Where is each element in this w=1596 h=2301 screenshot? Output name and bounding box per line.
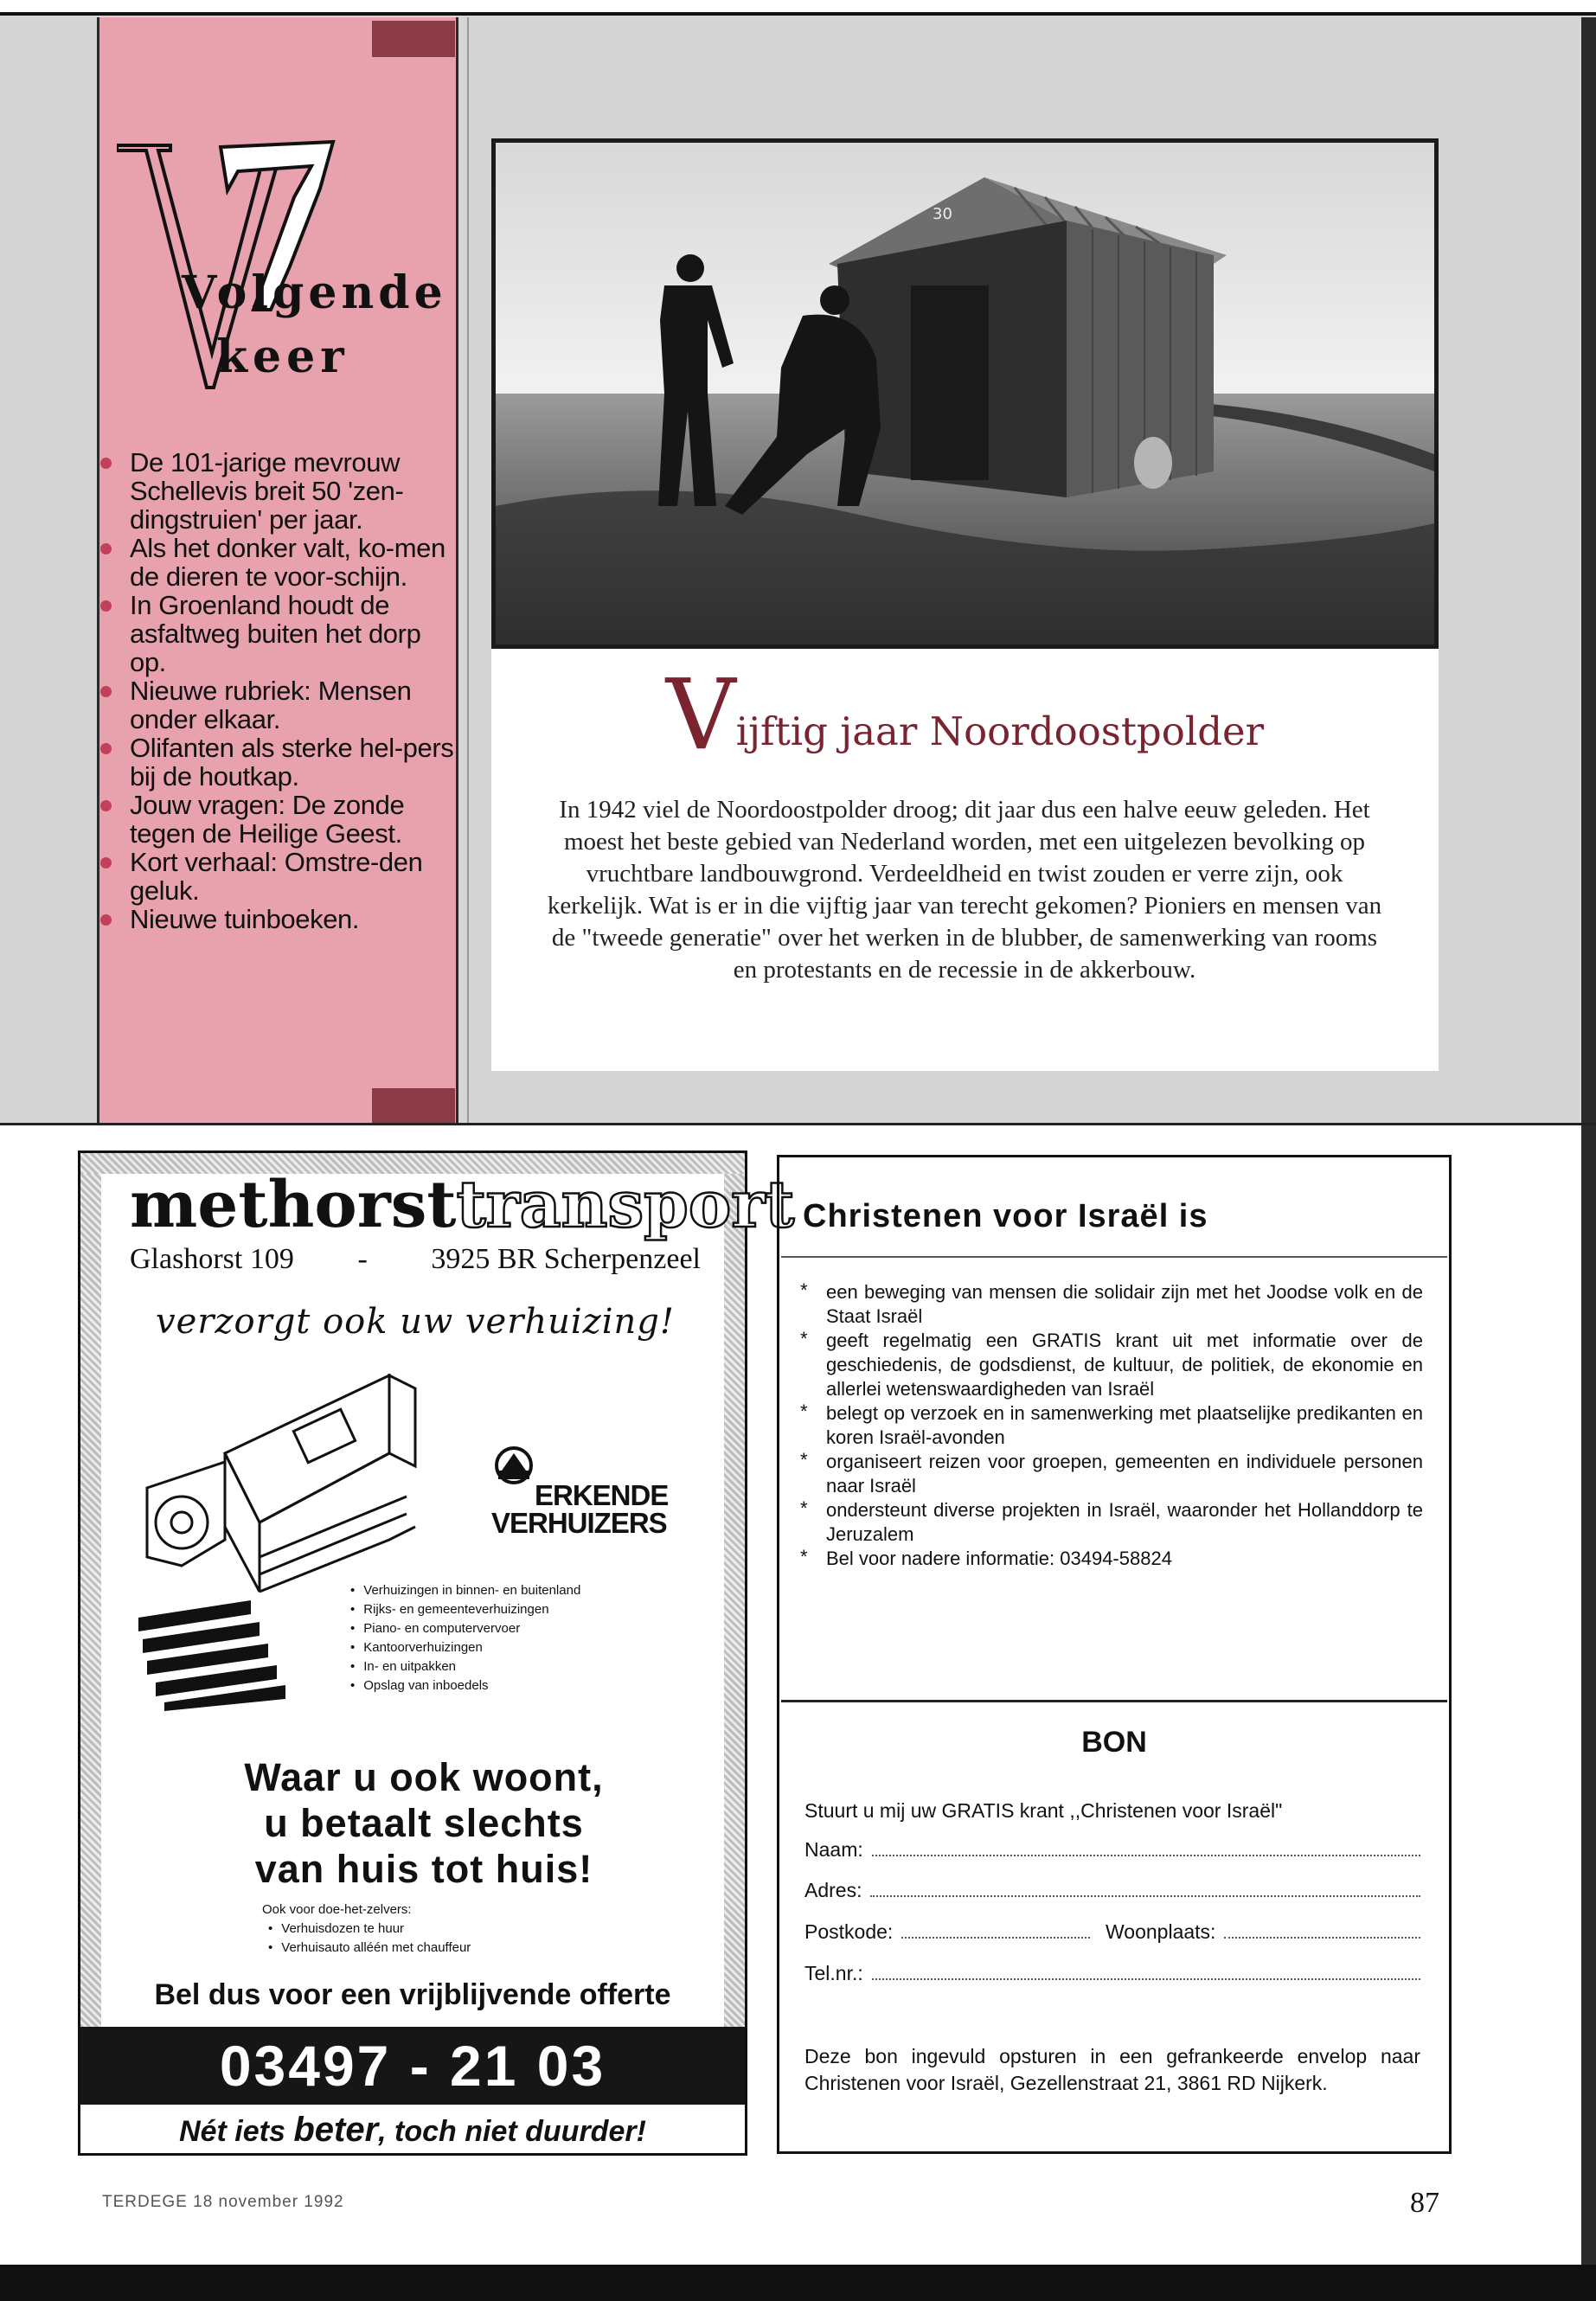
cvi-heading: Christenen voor Israël is: [803, 1198, 1208, 1234]
bullet-icon: [100, 543, 112, 554]
list-item: • Verhuisauto alléén met chauffeur: [268, 1939, 471, 1958]
erkende-line-2: VERHUIZERS: [491, 1507, 667, 1539]
list-item: Olifanten als sterke hel-pers bij de houtkap.: [93, 734, 457, 791]
list-item: Kort verhaal: Omstre-den geluk.: [93, 848, 457, 905]
list-item: • Verhuisdozen te huur: [268, 1920, 471, 1939]
ad-address: [130, 1243, 701, 1276]
phone-field[interactable]: [804, 1962, 1420, 1985]
diy-list: [268, 1920, 471, 1958]
bullet-icon: [100, 743, 112, 754]
list-item: • In- en uitpakken: [350, 1657, 580, 1676]
ad-border-left: [80, 1153, 101, 2027]
bon-request: Stuurt u mij uw GRATIS krant ,,Christenen voor Israël": [804, 1799, 1283, 1822]
list-item: De 101-jarige mevrouw Schellevis breit 50 'zen-dingstruien' per jaar.: [93, 448, 457, 534]
list-item: Jouw vragen: De zonde tegen de Heilige Geest.: [93, 791, 457, 848]
logo-word-keer: keer: [216, 330, 349, 383]
erkende-line-1: ERKENDE: [535, 1479, 669, 1511]
postcode-field[interactable]: [804, 1920, 1090, 1944]
address-label: Adres:: [804, 1879, 862, 1901]
phone-dotted-line[interactable]: [872, 1978, 1420, 1980]
ad-offer: Bel dus voor een vrijblijvende offerte: [154, 1978, 671, 2011]
list-item: * organiseert reizen voor groepen, gemeenten en individuele personen naar Israël: [800, 1450, 1423, 1498]
list-item: Als het donker valt, ko-men de dieren te voor-schijn.: [93, 534, 457, 591]
ad-brand: methorsttransport: [130, 1168, 795, 1242]
scan-bottom-band: [0, 2265, 1596, 2301]
bullet-icon: [100, 600, 112, 612]
erkende-verhuizers-icon: [493, 1445, 535, 1486]
list-item: • Verhuizingen in binnen- en buitenland: [350, 1581, 580, 1600]
top-rule: [0, 12, 1596, 16]
bon-title: BON: [1081, 1726, 1147, 1759]
list-item: * ondersteunt diverse projekten in Israël, waaronder het Hollanddorp te Jeruzalem: [800, 1498, 1423, 1547]
address-dotted-line[interactable]: [870, 1895, 1420, 1897]
ad-border-right: [724, 1153, 745, 2027]
section-rule: [0, 1123, 1596, 1125]
column-bottom-tab: [372, 1088, 455, 1125]
list-item: • Opslag van inboedels: [350, 1676, 580, 1695]
name-field[interactable]: [804, 1838, 1420, 1862]
address-field[interactable]: [804, 1879, 1420, 1902]
scan-edge-band: [1581, 17, 1596, 2266]
page-number: 87: [1410, 2187, 1439, 2219]
diy-title: Ook voor doe-het-zelvers:: [262, 1902, 412, 1917]
dog: [1134, 437, 1172, 489]
list-item: Nieuwe tuinboeken.: [93, 905, 457, 933]
name-label: Naam:: [804, 1838, 863, 1861]
city-dotted-line[interactable]: [1224, 1937, 1420, 1939]
shed-number: 30: [933, 205, 952, 223]
service-list: [350, 1581, 580, 1695]
ad-tagline: Nét iets beter, toch niet duurder!: [179, 2111, 646, 2149]
ad-street: Glashorst 109: [130, 1243, 294, 1275]
bullet-icon: [100, 857, 112, 868]
ad-headline: [112, 1754, 735, 1892]
list-item: • Piano- en computervervoer: [350, 1619, 580, 1638]
list-item: * Bel voor nadere informatie: 03494-58824: [800, 1547, 1423, 1571]
cvi-bullet-list: [800, 1280, 1423, 1571]
city-field[interactable]: [1106, 1920, 1420, 1944]
article-body: In 1942 viel de Noordoostpolder droog; dit jaar dus een halve eeuw geleden. Het moest het beste gebied van Nederland worden, met een uitgelezen bevolking op vruchtbare landbouwgrond. Verdeeldheid en twist zouden er verre zijn, ook kerkelijk. Wat is er in die vijftig jaar van terecht gekomen? Pioniers en mensen van de "tweede generatie" over het werken in de blubber, de samenwerking van rooms en protestants en de recessie in de akkerbouw.: [547, 796, 1382, 984]
ad-postcode-city: 3925 BR Scherpenzeel: [431, 1243, 701, 1275]
bullet-icon: [100, 686, 112, 697]
list-item: In Groenland houdt de asfaltweg buiten het dorp op.: [93, 591, 457, 676]
headline-line: van huis tot huis!: [254, 1847, 593, 1891]
name-dotted-line[interactable]: [872, 1855, 1420, 1856]
postcode-dotted-line[interactable]: [901, 1937, 1090, 1939]
headline-line: u betaalt slechts: [264, 1801, 584, 1845]
logo-word-volgende: Volgende: [182, 266, 447, 319]
list-item: • Rijks- en gemeenteverhuizingen: [350, 1600, 580, 1619]
list-item: * geeft regelmatig een GRATIS krant uit met informatie over de geschiedenis, de godsdienst, de kultuur, de politiek, de ekonomie en allerlei wetenswaardigheden van Israël: [800, 1329, 1423, 1401]
list-item: * belegt op verzoek en in samenwerking met plaatselijke predikanten en koren Israël-avonden: [800, 1401, 1423, 1450]
ad-phone-number: 03497 - 21 03: [219, 2034, 606, 2098]
polder-photo: [496, 143, 1434, 644]
phone-label: Tel.nr.:: [804, 1962, 863, 1984]
article-title: Vijftig jaar Noordoostpolder: [665, 659, 1265, 772]
column-divider: [467, 17, 469, 1125]
city-label: Woonplaats:: [1106, 1920, 1216, 1943]
ad-slogan: verzorgt ook uw verhuizing!: [156, 1302, 675, 1342]
bon-divider: [781, 1700, 1447, 1702]
postcode-label: Postkode:: [804, 1920, 894, 1943]
list-item: • Kantoorverhuizingen: [350, 1638, 580, 1657]
publication-line: TERDEGE 18 november 1992: [102, 2193, 344, 2211]
headline-line: Waar u ook woont,: [244, 1755, 604, 1799]
next-issue-list: [93, 448, 457, 933]
ad-separator: -: [357, 1243, 368, 1275]
bullet-icon: [100, 800, 112, 811]
list-item: * een beweging van mensen die solidair zijn met het Joodse volk en de Staat Israël: [800, 1280, 1423, 1329]
bullet-icon: [100, 458, 112, 469]
list-item: Nieuwe rubriek: Mensen onder elkaar.: [93, 676, 457, 734]
column-top-tab: [372, 21, 455, 57]
bullet-icon: [100, 914, 112, 926]
cvi-divider: [781, 1256, 1447, 1258]
bon-instructions: Deze bon ingevuld opsturen in een gefrankeerde envelop naar Christenen voor Israël, Gezellenstraat 21, 3861 RD Nijkerk.: [804, 2045, 1420, 2094]
